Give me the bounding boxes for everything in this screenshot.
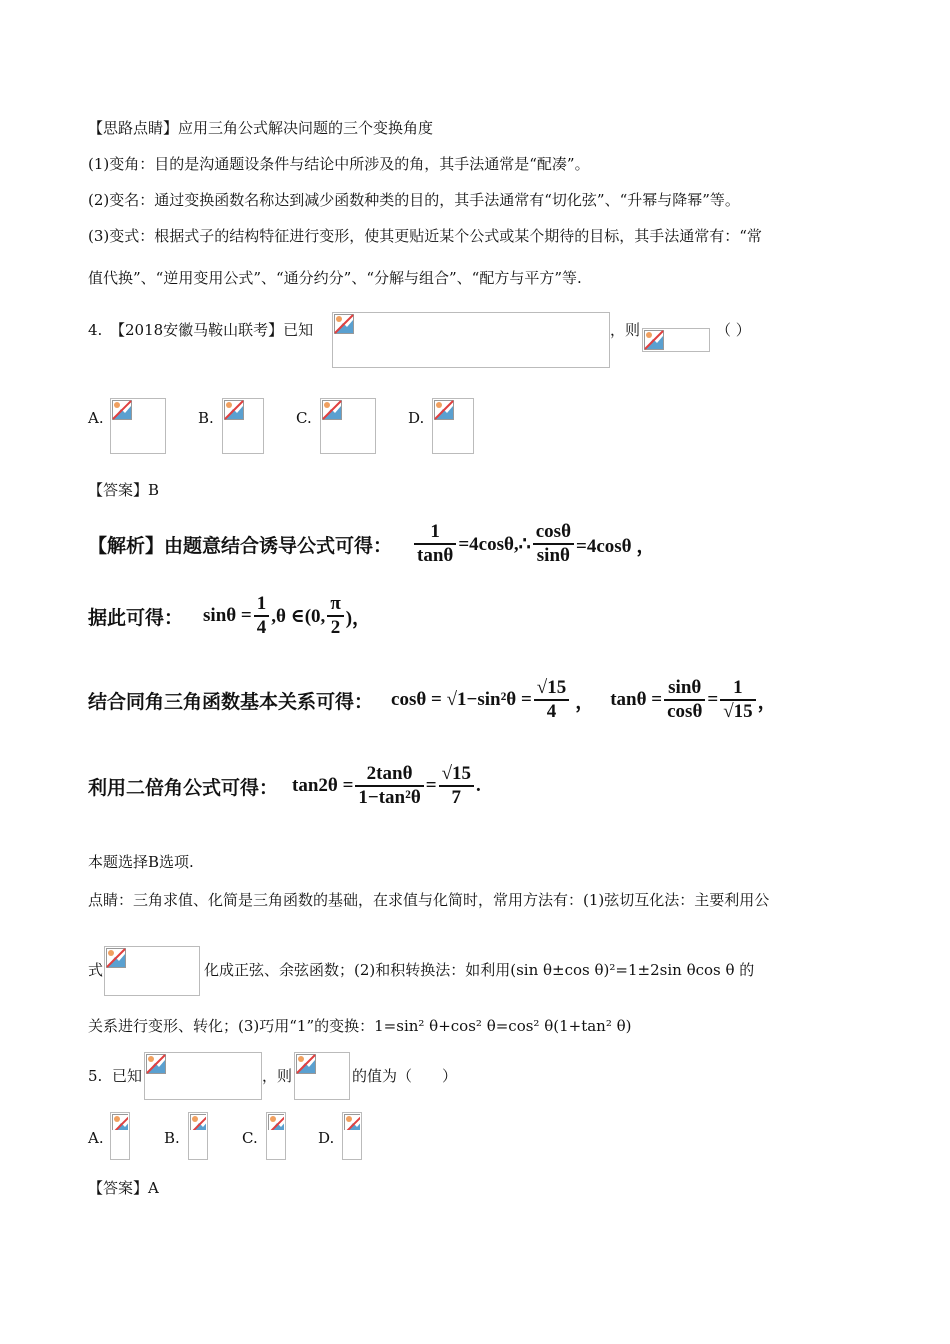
- remark-line-1: 点睛：三角求值、化简是三角函数的基础，在求值与化简时，常用方法有：(1)弦切互化法：主要利用公: [88, 891, 770, 909]
- broken-image-icon: [112, 400, 132, 420]
- q4-option-c-image: [320, 398, 376, 454]
- q5-option-d-image: [342, 1112, 362, 1160]
- q4-option-d-label: D.: [408, 409, 425, 427]
- fraction-1-over-tan: $\frac{1}{\tan\theta}$: [414, 521, 456, 567]
- q5-option-b-image: [188, 1112, 208, 1160]
- broken-image-icon: [146, 1054, 166, 1074]
- fraction-double-angle: $\frac{2\tan\theta}{\text{1−tan²θ}}$: [355, 763, 423, 809]
- fraction-pi-over-2: $\frac{\pi}{2}$: [327, 593, 343, 639]
- tip-item-1: (1)变角：目的是沟通题设条件与结论中所涉及的角，其手法通常是“配凑”。: [88, 155, 590, 173]
- q4-option-b-image: [222, 398, 264, 454]
- broken-image-icon: [224, 400, 244, 420]
- conclusion: 本题选择B选项.: [88, 853, 194, 871]
- q5-option-a-label: A.: [88, 1129, 104, 1147]
- analysis-line-3: 结合同角三角函数基本关系可得： cosθ = √1−sin²θ = $\frac{√15}{4}$ ， tanθ = $\frac{\sin\theta}{\cos\theta}$ = $\frac{1}{√15}$ ，: [88, 677, 777, 722]
- broken-image-icon: [190, 1114, 206, 1130]
- broken-image-icon: [334, 314, 354, 334]
- analysis-label: 【解析】由题意结合诱导公式可得：: [88, 534, 393, 557]
- tip-item-3-cont: 值代换”、“逆用变用公式”、“通分约分”、“分解与组合”、“配方与平方”等.: [88, 269, 582, 287]
- q4-target-image: [642, 328, 710, 352]
- fraction-one-quarter: $\frac{1}{4}$: [254, 593, 270, 639]
- q4-condition-image: [332, 312, 610, 368]
- broken-image-icon: [344, 1114, 360, 1130]
- q4-then: ，则: [610, 321, 641, 339]
- fraction-1-over-sqrt15: $\frac{1}{√15}$: [720, 677, 755, 723]
- q5-option-c-label: C.: [242, 1129, 258, 1147]
- q4-option-d-image: [432, 398, 474, 454]
- q5-option-a-image: [110, 1112, 130, 1160]
- fraction-cos-over-sin: $\frac{\cos\theta}{\sin\theta}$: [533, 521, 574, 567]
- analysis-line-2: 据此可得： sinθ = $\frac{1}{4}$ ,θ ∈(0, $\frac{\pi}{2}$ )，: [88, 593, 372, 638]
- broken-image-icon: [644, 330, 664, 350]
- broken-image-icon: [434, 400, 454, 420]
- remark-line-2: 化成正弦、余弦函数；(2)和积转换法：如利用(sin θ±cos θ)²=1±2sin θcos θ 的: [204, 961, 755, 979]
- remark-line-3: 关系进行变形、转化；(3)巧用“1”的变换：1=sin² θ+cos² θ=cos² θ(1+tan² θ): [88, 1017, 632, 1035]
- fraction-sqrt15-over-7: $\frac{√15}{7}$: [439, 763, 474, 809]
- broken-image-icon: [296, 1054, 316, 1074]
- q4-number: 4.: [88, 321, 103, 339]
- tip-item-2: (2)变名：通过变换函数名称达到减少函数种类的目的，其手法通常有“切化弦”、“升幂与降幂”等。: [88, 191, 740, 209]
- q5-then: ，则: [262, 1067, 293, 1085]
- q5-condition-image: [144, 1052, 262, 1100]
- q5-tail: 的值为（ ）: [352, 1067, 458, 1085]
- tip-title: 【思路点睛】应用三角公式解决问题的三个变换角度: [88, 119, 434, 137]
- tip-item-3: (3)变式：根据式子的结构特征进行变形，使其更贴近某个公式或某个期待的目标，其手法通常有：“常: [88, 227, 762, 245]
- q4-paren: （ ）: [716, 321, 751, 339]
- remark-line-2-prefix: 式: [88, 961, 104, 979]
- q5-target-image: [294, 1052, 350, 1100]
- q5-known: 已知: [112, 1067, 143, 1085]
- q5-option-d-label: D.: [318, 1129, 335, 1147]
- remark-formula-image: [104, 946, 200, 996]
- q5-option-b-label: B.: [164, 1129, 180, 1147]
- broken-image-icon: [322, 400, 342, 420]
- q5-number: 5.: [88, 1067, 103, 1085]
- broken-image-icon: [268, 1114, 284, 1130]
- analysis-line-4: 利用二倍角公式可得： tan2θ = $\frac{2\tan\theta}{\text{1−tan²θ}}$ = $\frac{√15}{7}$ .: [88, 763, 481, 808]
- q4-answer: 【答案】B: [88, 481, 160, 499]
- q4-option-b-label: B.: [198, 409, 214, 427]
- q4-option-c-label: C.: [296, 409, 312, 427]
- analysis-line-1: 【解析】由题意结合诱导公式可得： $\frac{1}{\tan\theta}$ =4cosθ,∴ $\frac{\cos\theta}{\sin\theta}$ =4cosθ ，: [88, 521, 656, 566]
- fraction-sqrt15-over-4: $\frac{√15}{4}$: [534, 677, 569, 723]
- broken-image-icon: [112, 1114, 128, 1130]
- q4-source: 【2018安徽马鞍山联考】已知: [110, 321, 314, 339]
- q5-option-c-image: [266, 1112, 286, 1160]
- q5-answer: 【答案】A: [88, 1179, 159, 1197]
- fraction-sin-over-cos: $\frac{\sin\theta}{\cos\theta}$: [664, 677, 705, 723]
- q4-option-a-label: A.: [88, 409, 104, 427]
- broken-image-icon: [106, 948, 126, 968]
- q4-option-a-image: [110, 398, 166, 454]
